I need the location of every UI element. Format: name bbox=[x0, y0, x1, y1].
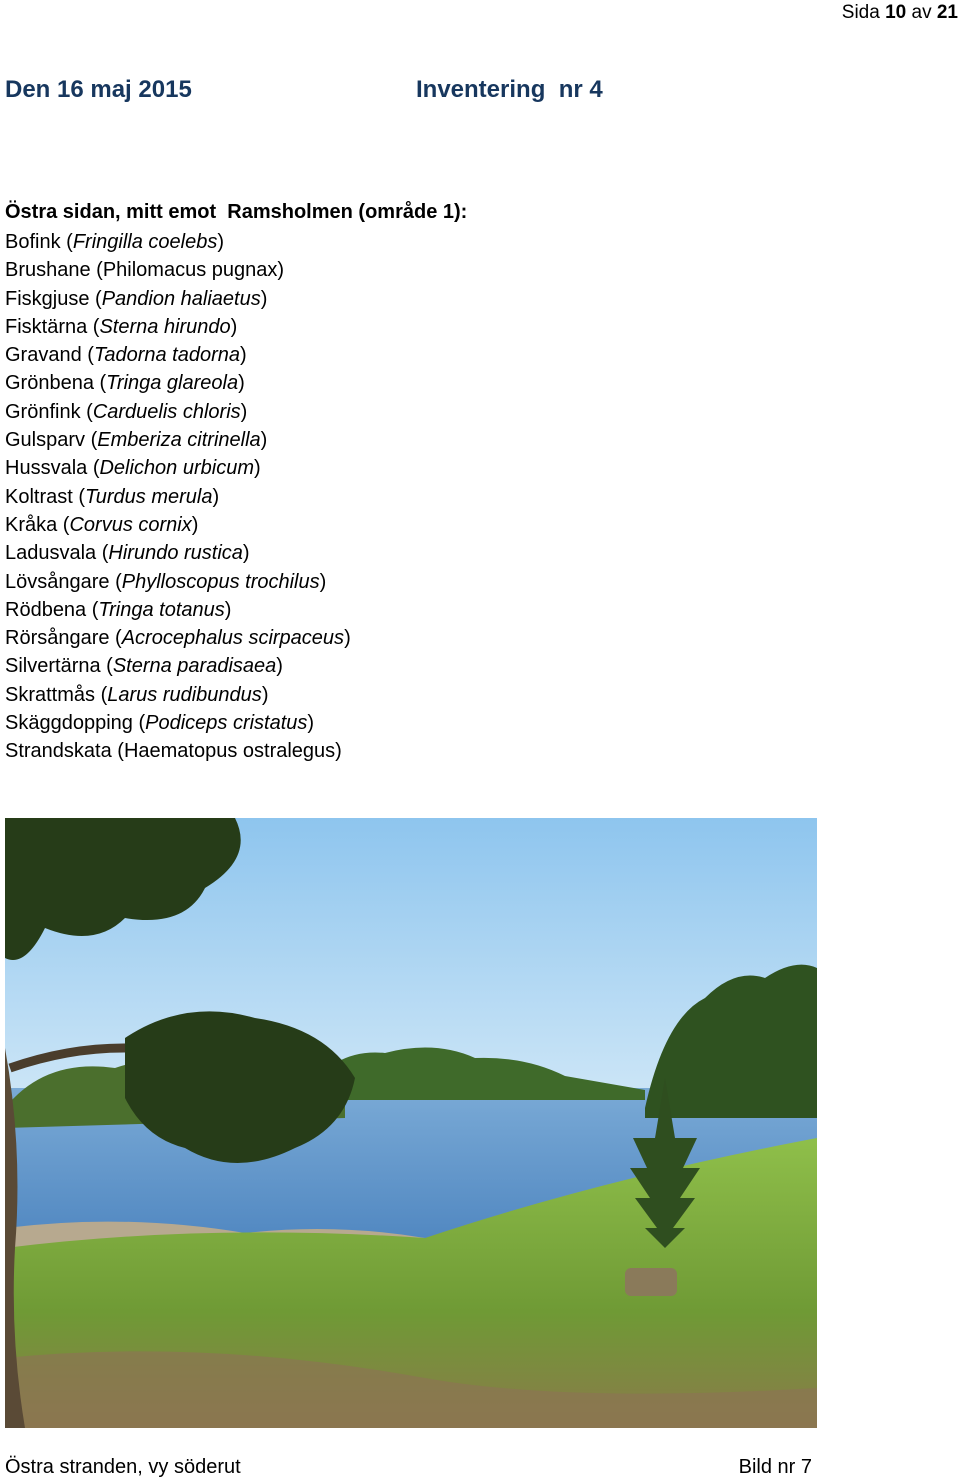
species-common-name: Strandskata (Haematopus ostralegus) bbox=[5, 740, 342, 763]
species-latin-name: Carduelis chloris bbox=[92, 400, 241, 423]
page-number bbox=[842, 2, 958, 24]
species-paren-close: ) bbox=[242, 542, 250, 565]
species-latin-name: Phylloscopus trochilus bbox=[121, 570, 320, 593]
species-item bbox=[5, 625, 351, 653]
species-latin-name: Pandion haliaetus bbox=[101, 287, 261, 310]
species-paren-close: ) bbox=[254, 457, 261, 480]
species-latin-name: Emberiza citrinella bbox=[97, 429, 261, 452]
species-item bbox=[5, 314, 351, 342]
species-latin-name: Acrocephalus scirpaceus bbox=[121, 627, 345, 650]
species-paren-close: ) bbox=[239, 344, 247, 367]
species-common-name: Fisktärna ( bbox=[5, 315, 100, 338]
species-paren-close: ) bbox=[307, 712, 315, 735]
species-paren-close: ) bbox=[238, 372, 245, 395]
species-latin-name: Sterna hirundo bbox=[99, 315, 231, 338]
species-common-name: Rörsångare ( bbox=[5, 627, 122, 650]
species-paren-close: ) bbox=[224, 598, 232, 621]
species-item bbox=[5, 738, 351, 766]
species-latin-name: Tringa totanus bbox=[98, 598, 225, 621]
species-item bbox=[5, 597, 351, 625]
species-item bbox=[5, 682, 351, 710]
species-latin-name: Delichon urbicum bbox=[99, 457, 254, 480]
species-latin-name: Fringilla coelebs bbox=[72, 231, 218, 253]
species-common-name: Ladusvala ( bbox=[5, 542, 109, 565]
species-latin-name: Corvus cornix bbox=[69, 513, 192, 536]
species-list bbox=[5, 229, 351, 767]
species-latin-name: Tadorna tadorna bbox=[93, 344, 240, 367]
species-paren-close: ) bbox=[191, 513, 199, 536]
species-item bbox=[5, 512, 351, 540]
species-common-name: Koltrast ( bbox=[5, 485, 86, 508]
species-latin-name: Sterna paradisaea bbox=[112, 655, 277, 678]
species-paren-close: ) bbox=[261, 683, 269, 706]
inventory-date: Den 16 maj 2015 bbox=[5, 76, 192, 103]
caption-text: Östra stranden, vy söderut bbox=[5, 1456, 241, 1478]
species-common-name: Grönfink ( bbox=[5, 400, 93, 423]
page-number-total: 21 bbox=[936, 2, 958, 23]
species-latin-name: Turdus merula bbox=[85, 485, 213, 508]
species-latin-name: Podiceps cristatus bbox=[145, 712, 308, 735]
caption-number: Bild nr 7 bbox=[738, 1456, 812, 1478]
page-number-sep: av bbox=[911, 2, 932, 23]
species-paren-close: ) bbox=[344, 627, 351, 650]
species-common-name: Grönbena ( bbox=[5, 372, 107, 395]
species-common-name: Gulsparv ( bbox=[5, 429, 98, 452]
species-paren-close: ) bbox=[260, 287, 268, 310]
species-item bbox=[5, 399, 351, 427]
inventory-number: Inventering nr 4 bbox=[416, 76, 603, 103]
species-common-name: Hussvala ( bbox=[5, 457, 100, 480]
species-item bbox=[5, 455, 351, 483]
species-item bbox=[5, 653, 351, 681]
species-item bbox=[5, 569, 351, 597]
species-item bbox=[5, 370, 351, 398]
species-item bbox=[5, 484, 351, 512]
section-heading: Östra sidan, mitt emot Ramsholmen (område 1): bbox=[5, 201, 468, 223]
species-item bbox=[5, 427, 351, 455]
species-paren-close: ) bbox=[212, 485, 220, 508]
species-common-name: Bofink ( bbox=[5, 231, 73, 253]
species-common-name: Fiskgjuse ( bbox=[5, 287, 102, 310]
species-paren-close: ) bbox=[230, 315, 238, 338]
species-latin-name: Tringa glareola bbox=[106, 372, 239, 395]
species-paren-close: ) bbox=[217, 231, 224, 253]
page-number-prefix: Sida bbox=[841, 2, 880, 23]
page-number-current: 10 bbox=[885, 2, 907, 23]
species-latin-name: Hirundo rustica bbox=[108, 542, 243, 565]
species-item bbox=[5, 257, 351, 285]
species-common-name: Kråka ( bbox=[5, 513, 70, 536]
species-common-name: Brushane (Philomacus pugnax) bbox=[5, 259, 285, 282]
species-common-name: Lövsångare ( bbox=[5, 570, 122, 593]
species-paren-close: ) bbox=[260, 429, 268, 452]
species-paren-close: ) bbox=[319, 570, 327, 593]
species-item bbox=[5, 229, 351, 257]
species-common-name: Rödbena ( bbox=[5, 598, 99, 621]
species-item bbox=[5, 342, 351, 370]
species-item bbox=[5, 286, 351, 314]
species-common-name: Skäggdopping ( bbox=[5, 712, 146, 735]
tree-stump bbox=[625, 1268, 677, 1296]
species-item bbox=[5, 540, 351, 568]
species-item bbox=[5, 710, 351, 738]
species-common-name: Skrattmås ( bbox=[5, 683, 108, 706]
species-paren-close: ) bbox=[276, 655, 283, 678]
landscape-photo bbox=[5, 818, 817, 1428]
species-common-name: Gravand ( bbox=[5, 344, 94, 367]
species-common-name: Silvertärna ( bbox=[5, 655, 113, 678]
species-latin-name: Larus rudibundus bbox=[107, 683, 262, 706]
species-paren-close: ) bbox=[240, 400, 248, 423]
